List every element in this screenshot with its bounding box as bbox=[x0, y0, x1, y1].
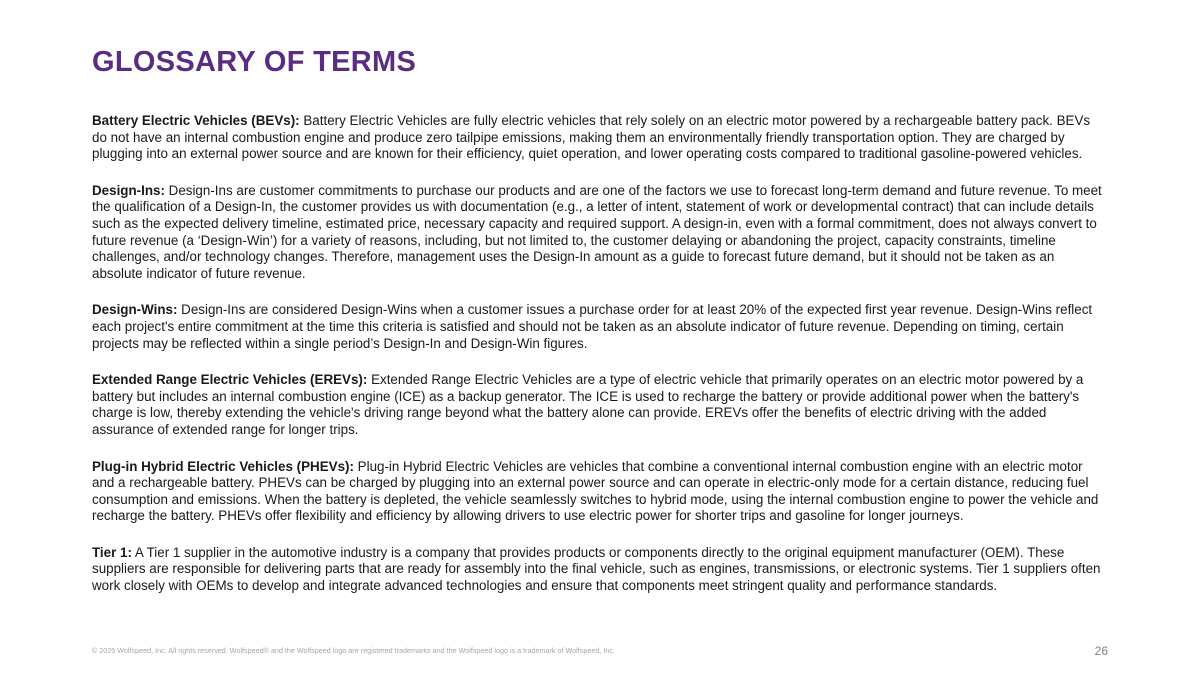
term-definition: Design-Ins are considered Design-Wins when a customer issues a purchase order for at least 20% of the expected first year revenue. Design-Wins reflect each project's entire commitment at the time this criteria is satisfied and should not be taken as an absolute indicator of future revenue. Depending on timing, certain projects may be reflected within a single period’s Design-In and Design-Win figures. bbox=[92, 302, 1093, 351]
glossary-entry-bevs bbox=[92, 113, 1106, 163]
glossary-entry-tier-1 bbox=[92, 545, 1106, 595]
copyright-notice: © 2025 Wolfspeed, Inc. All rights reserved. Wolfspeed® and the Wolfspeed logo are registered trademarks and the Wolfspeed logo is a trademark of Wolfspeed, Inc. bbox=[92, 646, 615, 655]
term-definition: Extended Range Electric Vehicles are a type of electric vehicle that primarily operates on an electric motor powered by a battery but includes an internal combustion engine (ICE) as a backup generator. The ICE is used to recharge the battery or provide additional power when the battery's charge is low, thereby extending the vehicle's driving range beyond what the battery alone can provide. EREVs offer the benefits of electric driving with the added assurance of extended range for longer trips. bbox=[92, 372, 1084, 437]
term-name: Design-Ins: bbox=[92, 182, 165, 198]
glossary-entry-phevs bbox=[92, 459, 1106, 525]
glossary-list bbox=[92, 113, 1106, 615]
page-number: 26 bbox=[1094, 644, 1108, 658]
term-name: Design-Wins: bbox=[92, 302, 178, 318]
page-title: GLOSSARY OF TERMS bbox=[92, 46, 417, 78]
glossary-entry-erevs bbox=[92, 372, 1106, 438]
term-name: Tier 1: bbox=[92, 544, 132, 560]
glossary-entry-design-ins bbox=[92, 183, 1106, 283]
term-definition: Plug-in Hybrid Electric Vehicles are vehicles that combine a conventional internal combustion engine with an electric motor and a rechargeable battery. PHEVs can be charged by plugging into an external power source and can operate in electric-only mode for a certain distance, reducing fuel consumption and emissions. When the battery is depleted, the vehicle seamlessly switches to hybrid mode, using the internal combustion engine to power the vehicle and recharge the battery. PHEVs offer flexibility and efficiency by allowing drivers to use electric power for shorter trips and gasoline for longer journeys. bbox=[92, 458, 1099, 524]
term-name: Extended Range Electric Vehicles (EREVs): bbox=[92, 372, 368, 388]
term-definition: Design-Ins are customer commitments to purchase our products and are one of the factors we use to forecast long-term demand and future revenue. To meet the qualification of a Design-In, the customer provides us with documentation (e.g., a letter of intent, statement of work or developmental contract) that can include details such as the expected delivery timeline, estimated price, necessary capacity and required support. A design-in, even with a formal commitment, does not always convert to future revenue (a ‘Design-Win’) for a variety of reasons, including, but not limited to, the customer delaying or abandoning the project, capacity constraints, timeline challenges, and/or technology changes. Therefore, management uses the Design-In amount as a guide to forecast future demand, but it should not be taken as an absolute indicator of future revenue. bbox=[92, 182, 1102, 281]
term-name: Plug-in Hybrid Electric Vehicles (PHEVs): bbox=[92, 458, 354, 474]
term-name: Battery Electric Vehicles (BEVs): bbox=[92, 113, 300, 128]
term-definition: A Tier 1 supplier in the automotive industry is a company that provides products or components directly to the original equipment manufacturer (OEM). These suppliers are responsible for delivering parts that are ready for assembly into the final vehicle, such as engines, transmissions, or electronic systems. Tier 1 suppliers often work closely with OEMs to develop and integrate advanced technologies and ensure that components meet stringent quality and performance standards. bbox=[92, 544, 1101, 594]
glossary-entry-design-wins bbox=[92, 302, 1106, 352]
term-definition: Battery Electric Vehicles are fully electric vehicles that rely solely on an electric motor powered by a rechargeable battery pack. BEVs do not have an internal combustion engine and produce zero tailpipe emissions, making them an environmentally friendly transportation option. They are charged by plugging into an external power source and are known for their efficiency, quiet operation, and lower operating costs compared to traditional gasoline-powered vehicles. bbox=[92, 113, 1091, 162]
